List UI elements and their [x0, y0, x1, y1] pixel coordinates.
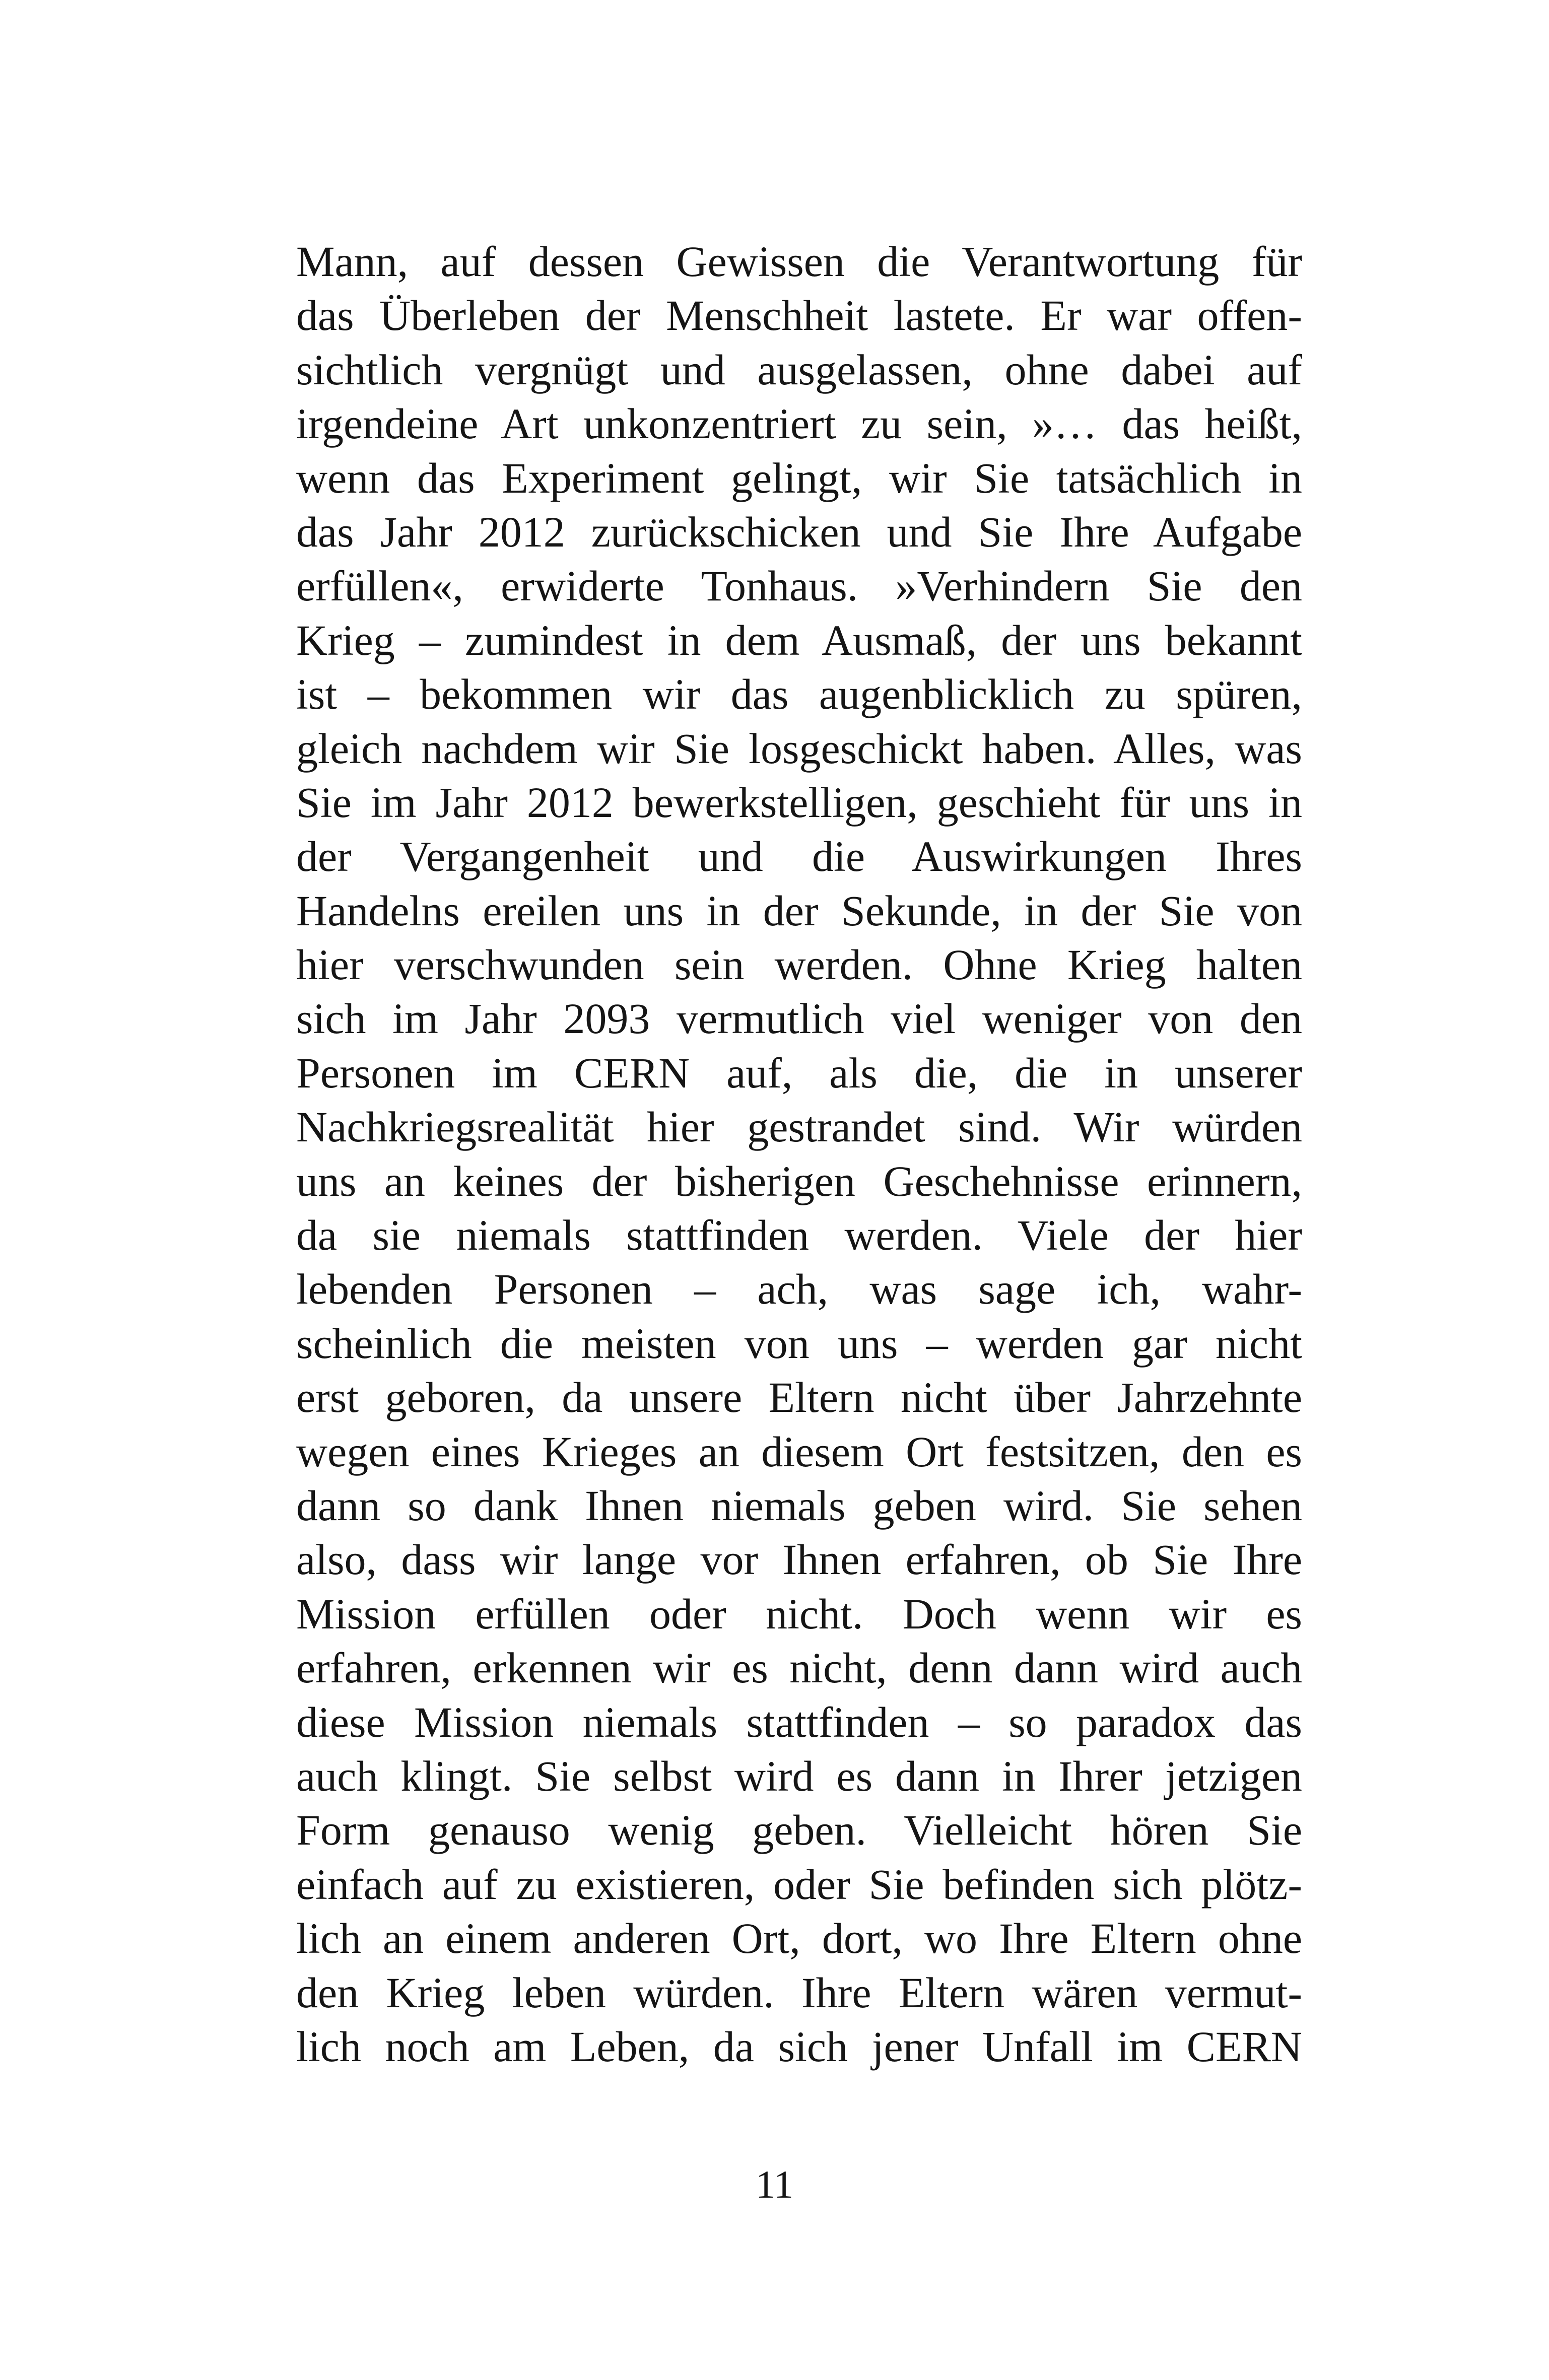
text-line: lich noch am Leben, da sich jener Unfall im CERN — [296, 2022, 1302, 2071]
page-number: 11 — [755, 2162, 794, 2206]
text-line: einfach auf zu existieren, oder Sie befinden sich plötz- — [296, 1860, 1302, 1909]
text-line: hier verschwunden sein werden. Ohne Krieg halten — [296, 940, 1302, 989]
text-line: ist – bekommen wir das augenblicklich zu spüren, — [296, 670, 1302, 719]
text-line: das Überleben der Menschheit lastete. Er war offen- — [296, 291, 1302, 340]
text-line: Nachkriegsrealität hier gestrandet sind. Wir würden — [296, 1103, 1302, 1151]
text-line: auch klingt. Sie selbst wird es dann in Ihrer jetzigen — [296, 1751, 1302, 1800]
body-text — [296, 235, 1302, 2074]
text-line: das Jahr 2012 zurückschicken und Sie Ihre Aufgabe — [296, 507, 1302, 556]
text-line: uns an keines der bisherigen Geschehnisse erinnern, — [296, 1157, 1302, 1205]
text-line: Form genauso wenig geben. Vielleicht hören Sie — [296, 1806, 1302, 1855]
text-line: irgendeine Art unkonzentriert zu sein, »… das heißt, — [296, 399, 1302, 448]
text-line: erfüllen«, erwiderte Tonhaus. »Verhindern Sie den — [296, 562, 1302, 610]
text-line: erst geboren, da unsere Eltern nicht über Jahrzehnte — [296, 1373, 1302, 1422]
text-line: erfahren, erkennen wir es nicht, denn dann wird auch — [296, 1644, 1302, 1692]
text-line: wenn das Experiment gelingt, wir Sie tatsächlich in — [296, 453, 1302, 502]
text-line: da sie niemals stattfinden werden. Viele der hier — [296, 1211, 1302, 1260]
text-line: lebenden Personen – ach, was sage ich, wahr- — [296, 1265, 1302, 1314]
text-line: scheinlich die meisten von uns – werden gar nicht — [296, 1319, 1302, 1368]
text-line: gleich nachdem wir Sie losgeschickt haben. Alles, was — [296, 724, 1302, 773]
text-line: sich im Jahr 2093 vermutlich viel weniger von den — [296, 994, 1302, 1043]
text-line: also, dass wir lange vor Ihnen erfahren, ob Sie Ihre — [296, 1535, 1302, 1584]
text-line: Mann, auf dessen Gewissen die Verantwortung für — [296, 237, 1302, 286]
text-line: der Vergangenheit und die Auswirkungen Ihres — [296, 832, 1302, 881]
text-line: wegen eines Krieges an diesem Ort festsitzen, den es — [296, 1427, 1302, 1476]
text-line: Mission erfüllen oder nicht. Doch wenn wir es — [296, 1589, 1302, 1638]
text-line: Sie im Jahr 2012 bewerkstelligen, geschieht für uns in — [296, 778, 1302, 827]
text-line: Handelns ereilen uns in der Sekunde, in der Sie von — [296, 886, 1302, 935]
text-line: Personen im CERN auf, als die, die in unserer — [296, 1048, 1302, 1097]
text-line: sichtlich vergnügt und ausgelassen, ohne dabei auf — [296, 345, 1302, 394]
text-line: lich an einem anderen Ort, dort, wo Ihre Eltern ohne — [296, 1914, 1302, 1963]
text-line: Krieg – zumindest in dem Ausmaß, der uns bekannt — [296, 616, 1302, 664]
text-line: dann so dank Ihnen niemals geben wird. Sie sehen — [296, 1481, 1302, 1530]
text-line: diese Mission niemals stattfinden – so paradox das — [296, 1697, 1302, 1746]
text-line: den Krieg leben würden. Ihre Eltern wären vermut- — [296, 1968, 1302, 2017]
